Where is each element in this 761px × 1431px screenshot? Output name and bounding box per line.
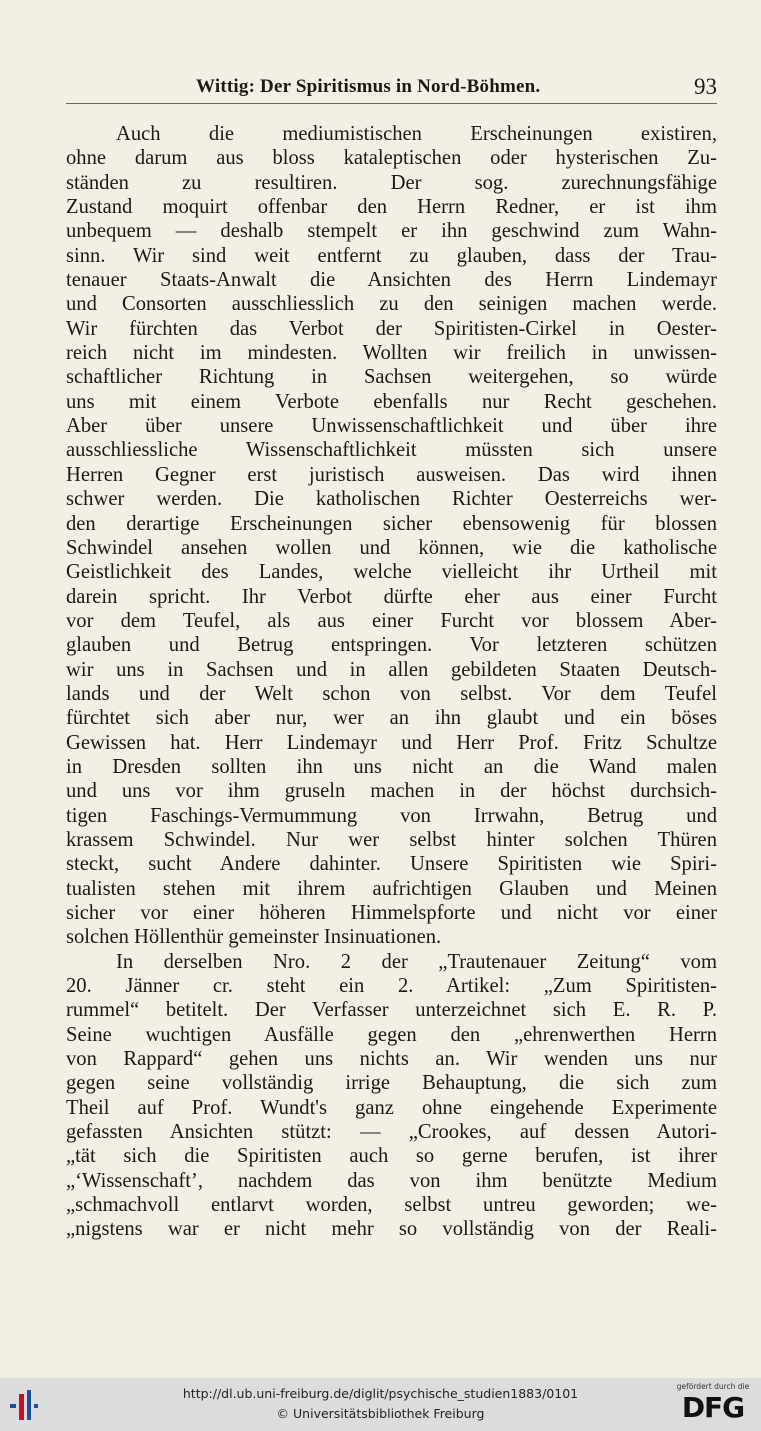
text-line: und uns vor ihm gruseln machen in der höchst durchsich- <box>66 780 717 803</box>
text-line: „nigstens war er nicht mehr so vollständig von der Reali- <box>66 1218 717 1241</box>
header-rule <box>66 103 717 104</box>
text-line: tualisten stehen mit ihrem aufrichtigen Glauben und Meinen <box>66 877 717 900</box>
text-line: von Rappard“ gehen uns nichts an. Wir wenden uns nur <box>66 1048 717 1071</box>
text-line: Zustand moquirt offenbar den Herrn Redner, er ist ihm <box>66 196 717 219</box>
text-line: Auch die mediumistischen Erscheinungen existiren, <box>116 123 717 145</box>
text-line: „schmachvoll entlarvt worden, selbst untreu geworden; we- <box>66 1194 717 1217</box>
text-line: solchen Höllenthür gemeinster Insinuationen. <box>66 926 442 949</box>
dfg-tagline: gefördert durch die <box>676 1382 750 1391</box>
text-line: in Dresden sollten ihn uns nicht an die Wand malen <box>66 755 717 778</box>
text-line: wir uns in Sachsen und in allen gebildeten Staaten Deutsch- <box>66 658 717 681</box>
text-line: Theil auf Prof. Wundt's ganz ohne eingehende Experimente <box>66 1096 717 1119</box>
running-head: Wittig: Der Spiritismus in Nord-Böhmen. <box>196 76 541 97</box>
text-line: sicher vor einer höheren Himmelspforte und nicht vor einer <box>66 902 717 924</box>
footer-bar <box>0 1378 761 1431</box>
text-line: ohne darum aus bloss kataleptischen oder hysterischen Zu- <box>66 147 717 170</box>
dfg-logo[interactable] <box>673 1382 753 1428</box>
text-line: schwer werden. Die katholischen Richter Oesterreichs wer- <box>66 488 717 511</box>
text-line: „tät sich die Spiritisten auch so gerne berufen, ist ihrer <box>66 1145 717 1168</box>
text-line: „‘Wissenschaft’, nachdem das von ihm benützte Medium <box>66 1169 717 1192</box>
text-line: darein spricht. Ihr Verbot dürfte eher aus einer Furcht <box>66 585 717 608</box>
text-line: krassem Schwindel. Nur wer selbst hinter solchen Thüren <box>66 828 717 851</box>
text-line: gefassten Ansichten stützt: — „Crookes, auf dessen Autori- <box>66 1121 717 1144</box>
text-line: gegen seine vollständig irrige Behauptung, die sich zum <box>66 1072 717 1095</box>
text-line: unbequem — deshalb stempelt er ihn geschwind zum Wahn- <box>66 220 717 243</box>
text-line: In derselben Nro. 2 der „Trautenauer Zeitung“ vom <box>116 950 717 973</box>
text-line: und Consorten ausschliesslich zu den seinigen machen werde. <box>66 293 717 316</box>
text-line: Geistlichkeit des Landes, welche vielleicht ihr Urtheil mit <box>66 561 717 584</box>
text-line: Gewissen hat. Herr Lindemayr und Herr Prof. Fritz Schultze <box>66 731 717 754</box>
source-url-link[interactable]: http://dl.ub.uni-freiburg.de/diglit/psychische_studien1883/0101 <box>182 1386 579 1401</box>
text-line: tenauer Staats-Anwalt die Ansichten des Herrn Lindemayr <box>66 269 717 292</box>
text-line: Aber über unsere Unwissenschaftlichkeit und über ihre <box>66 415 717 438</box>
text-line: uns mit einem Verbote ebenfalls nur Recht geschehen. <box>66 390 717 413</box>
text-line: ausschliessliche Wissenschaftlichkeit müssten sich unsere <box>66 439 717 462</box>
text-line: schaftlicher Richtung in Sachsen weitergehen, so würde <box>66 366 717 389</box>
text-line: Schwindel ansehen wollen und können, wie die katholische <box>66 536 717 559</box>
text-line: reich nicht im mindesten. Wollten wir freilich in unwissen- <box>66 342 717 365</box>
text-line: Wir fürchten das Verbot der Spiritisten-Cirkel in Oester- <box>66 317 717 340</box>
text-line: tigen Faschings-Vermummung von Irrwahn, Betrug und <box>66 804 717 827</box>
text-line: Seine wuchtigen Ausfälle gegen den „ehrenwerthen Herrn <box>66 1023 717 1046</box>
text-line: fürchtet sich aber nur, wer an ihn glaubt und ein böses <box>66 707 717 730</box>
text-line: lands und der Welt schon von selbst. Vor dem Teufel <box>66 682 717 705</box>
text-line: 20. Jänner cr. steht ein 2. Artikel: „Zum Spiritisten- <box>66 975 717 998</box>
text-line: glauben und Betrug entspringen. Vor letzteren schützen <box>66 634 717 657</box>
text-line: vor dem Teufel, als aus einer Furcht vor blossem Aber- <box>66 609 717 632</box>
text-line: steckt, sucht Andere dahinter. Unsere Spiritisten wie Spiri- <box>66 853 717 876</box>
text-line: rummel“ betitelt. Der Verfasser unterzeichnet sich E. R. P. <box>66 999 717 1022</box>
text-line: den derartige Erscheinungen sicher ebensowenig für blossen <box>66 512 717 535</box>
text-line: Herren Gegner erst juristisch ausweisen. Das wird ihnen <box>66 463 717 486</box>
text-line: ständen zu resultiren. Der sog. zurechnungsfähige <box>66 171 717 194</box>
dfg-mark-icon: DFG <box>681 1391 745 1424</box>
text-line: sinn. Wir sind weit entfernt zu glauben, dass der Trau- <box>66 244 717 267</box>
body-text <box>66 122 717 1242</box>
copyright-notice: © Universitätsbibliothek Freiburg <box>276 1406 485 1421</box>
page-number: 93 <box>694 74 717 99</box>
page-header <box>66 76 717 106</box>
